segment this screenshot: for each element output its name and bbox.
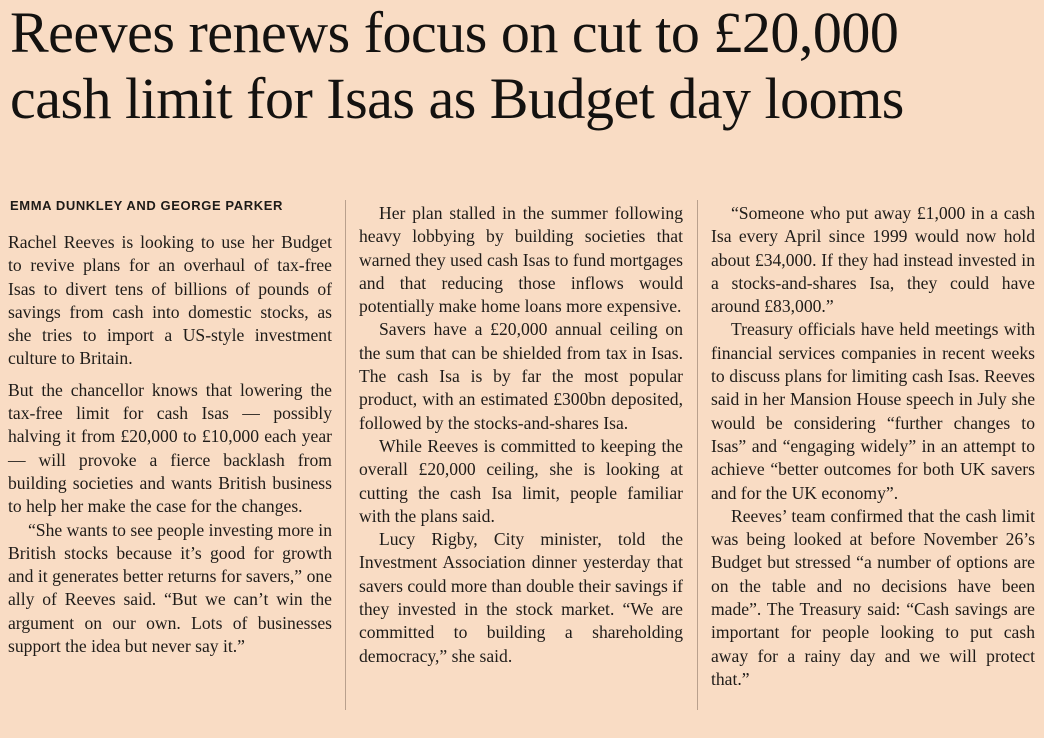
article-column-1 [8,231,332,664]
column-divider [345,200,346,710]
paragraph: Reeves’ team confirmed that the cash limit was being looked at before November 26’s Budget but stressed “a number of options are on the table and no decisions have been made”. The Treasury said: “Cash savings are important for people looking to put cash away for a rainy day and we will protect that.” [711,505,1035,689]
headline-line-1: Reeves renews focus on cut to £20,000 [10,0,899,65]
paragraph: Rachel Reeves is looking to use her Budget to revive plans for an overhaul of tax-free Isas to divert tens of billions of pounds of savings from cash into domestic stocks, as she tries to import a US-style investment culture to Britain. [8,232,332,369]
paragraph: “She wants to see people investing more in British stocks because it’s good for growth and it generates better returns for savers,” one ally of Reeves said. “But we can’t win the argument on our own. Lots of businesses support the idea but never say it.” [8,519,332,657]
headline-line-2: cash limit for Isas as Budget day looms [10,66,904,131]
paragraph: Lucy Rigby, City minister, told the Investment Association dinner yesterday that savers could more than double their savings if they invested in the stock market. “We are committed to building a shareholding democracy,” she said. [359,529,683,666]
paragraph: Her plan stalled in the summer following heavy lobbying by building societies that warned they used cash Isas to fund mortgages and that reducing those inflows would potentially make home loans more expensive. [359,203,683,317]
article-column-3 [711,202,1035,691]
column-divider [697,200,698,710]
article-column-2 [359,202,683,668]
paragraph: But the chancellor knows that lowering the tax-free limit for cash Isas — possibly halving it from £20,000 to £10,000 each year — will provoke a fierce backlash from building societies and wants British business to help her make the case for the changes. [8,379,332,517]
paragraph: “Someone who put away £1,000 in a cash Isa every April since 1999 would now hold about £34,000. If they had instead invested in a stocks-and-shares Isa, they could have around £83,000.” [711,203,1035,317]
paragraph: Savers have a £20,000 annual ceiling on the sum that can be shielded from tax in Isas. The cash Isa is by far the most popular product, with an estimated £300bn deposited, followed by the stocks-and-shares Isa. [359,319,683,433]
paragraph: While Reeves is committed to keeping the overall £20,000 ceiling, she is looking at cutting the cash Isa limit, people familiar with the plans said. [359,435,683,526]
paragraph: Treasury officials have held meetings with financial services companies in recent weeks to discuss plans for limiting cash Isas. Reeves said in her Mansion House speech in July she would be considering “further changes to Isas” and “engaging widely” in an attempt to achieve “better outcomes for both UK savers and for the UK economy”. [711,319,1035,503]
headline [10,0,1040,132]
byline: EMMA DUNKLEY AND GEORGE PARKER [10,198,283,213]
